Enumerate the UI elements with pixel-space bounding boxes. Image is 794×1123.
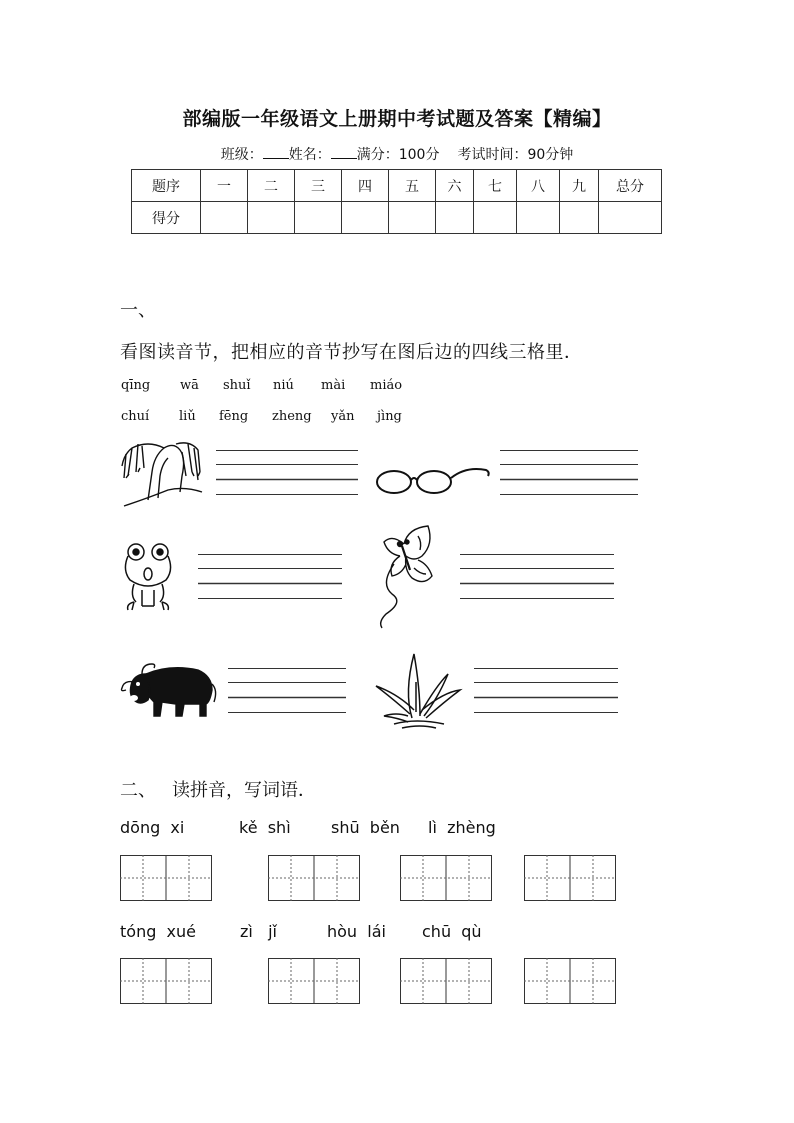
table-cell: 九	[560, 170, 599, 202]
score-cell[interactable]	[436, 202, 474, 234]
page-title: 部编版一年级语文上册期中考试题及答案【精编】	[182, 108, 612, 130]
syllable: zheng	[272, 409, 312, 424]
table-cell: 一	[201, 170, 248, 202]
tianzige-box[interactable]	[524, 855, 616, 901]
class-blank[interactable]	[263, 146, 289, 159]
kite-icon	[374, 524, 440, 630]
syllable: chuí	[121, 409, 150, 424]
pinyin-word: tóng xué	[120, 922, 196, 941]
score-cell[interactable]	[560, 202, 599, 234]
syllable: niú	[273, 378, 294, 393]
table-cell: 得分	[132, 202, 201, 234]
exam-info	[0, 144, 794, 164]
section-2-number: 二、	[120, 780, 156, 801]
score-cell[interactable]	[389, 202, 436, 234]
tianzige-box[interactable]	[120, 958, 212, 1004]
tianzige-box[interactable]	[400, 958, 492, 1004]
four-line-grid[interactable]	[228, 668, 346, 714]
table-cell: 二	[248, 170, 295, 202]
tianzige-box[interactable]	[400, 855, 492, 901]
section-2-instruction: 读拼音，写词语．	[172, 780, 316, 801]
table-cell: 总分	[599, 170, 662, 202]
section-2-header	[120, 776, 316, 802]
table-cell: 四	[342, 170, 389, 202]
score-cell[interactable]	[248, 202, 295, 234]
exam-time: 考试时间：90分钟	[457, 147, 574, 163]
four-line-grid[interactable]	[216, 450, 358, 496]
score-cell[interactable]	[474, 202, 517, 234]
syllable: shuǐ	[223, 378, 251, 393]
section-1-number: 一、	[120, 300, 156, 321]
name-blank[interactable]	[331, 146, 357, 159]
table-cell: 三	[295, 170, 342, 202]
score-cell[interactable]	[517, 202, 560, 234]
pinyin-word: dōng xi	[120, 818, 185, 837]
full-score: 满分：100分	[356, 147, 440, 163]
syllable: liǔ	[179, 409, 196, 424]
four-line-grid[interactable]	[198, 554, 342, 600]
syllable: fēng	[219, 409, 249, 424]
syllable: miáo	[370, 378, 403, 393]
tianzige-box[interactable]	[120, 855, 212, 901]
syllable: jìng	[377, 409, 402, 424]
table-cell: 六	[436, 170, 474, 202]
syllable: mài	[321, 378, 346, 393]
tianzige-box[interactable]	[268, 958, 360, 1004]
buffalo-icon	[120, 660, 216, 720]
four-line-grid[interactable]	[474, 668, 618, 714]
syllable: yǎn	[331, 409, 355, 424]
frog-icon	[120, 540, 182, 614]
four-line-grid[interactable]	[500, 450, 638, 496]
table-cell: 题序	[132, 170, 201, 202]
table-cell: 七	[474, 170, 517, 202]
score-cell[interactable]	[342, 202, 389, 234]
syllable: wā	[180, 378, 199, 393]
syllable: qīng	[121, 378, 151, 393]
score-table	[131, 169, 662, 234]
score-cell[interactable]	[201, 202, 248, 234]
pinyin-word: lì zhèng	[428, 818, 496, 837]
pinyin-word: shū běn	[331, 818, 400, 837]
glasses-icon	[374, 464, 492, 496]
tianzige-box[interactable]	[524, 958, 616, 1004]
table-cell: 八	[517, 170, 560, 202]
section-1-instruction: 看图读音节，把相应的音节抄写在图后边的四线三格里．	[120, 342, 583, 363]
pinyin-word: chū qù	[422, 922, 482, 941]
pinyin-word: kě shì	[239, 818, 291, 837]
name-label: 姓名：	[288, 147, 331, 163]
score-cell[interactable]	[295, 202, 342, 234]
score-cell[interactable]	[599, 202, 662, 234]
willow-tree-icon	[118, 432, 204, 508]
score-table-header-row	[132, 170, 662, 202]
table-cell: 五	[389, 170, 436, 202]
class-label: 班级：	[220, 147, 263, 163]
score-table-score-row	[132, 202, 662, 234]
four-line-grid[interactable]	[460, 554, 614, 600]
wheat-seedling-icon	[374, 652, 462, 732]
tianzige-box[interactable]	[268, 855, 360, 901]
pinyin-word: hòu lái	[327, 922, 386, 941]
pinyin-word: zì jǐ	[240, 922, 277, 941]
